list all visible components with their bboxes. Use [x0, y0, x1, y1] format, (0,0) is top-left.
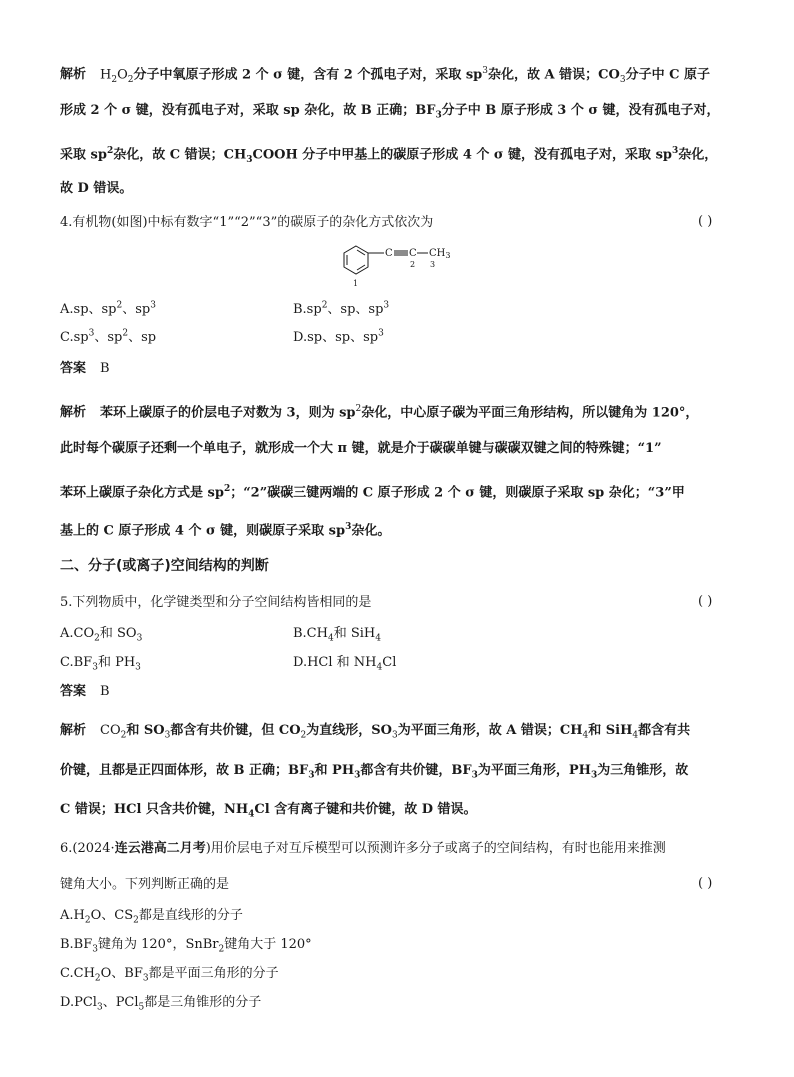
q4-option-a[interactable]: A.sp、$sp^2$、$sp^3$: [60, 300, 156, 317]
q5-answer-blank: ( ): [698, 594, 713, 609]
q6-option-d[interactable]: D.PCl$_3$、PCl$_5$都是三角锥形的分子: [60, 995, 262, 1013]
q4-answer-value: B: [100, 361, 110, 376]
carbon-2-label: C: [385, 248, 393, 259]
q5-answer: 答案 B: [60, 684, 110, 699]
q5-option-c[interactable]: $C.BF_3$和 $PH_3$: [60, 655, 141, 673]
q4-option-b[interactable]: $B.sp^2$、sp、$sp^3$: [293, 300, 390, 317]
q4-analysis-line-2: 此时每个碳原子还剩一个单电子，就形成一个大 π 键，就是介于碳碳单键与碳碳双键之间的特殊键；“1”: [60, 441, 662, 456]
q5-analysis-line-2: 价键，且都是正四面体形，故 B 正确；$BF_3$和 $PH_3$都含有共价键，$BF_3$为平面三角形，$PH_3$为三角锥形，故: [60, 763, 689, 781]
q6-option-c[interactable]: $C.CH_2O$、$BF_3$都是平面三角形的分子: [60, 966, 279, 984]
q6-option-a[interactable]: $A.H_2O$、$CS_2$都是直线形的分子: [60, 908, 243, 926]
methyl-label: $CH_3$: [429, 248, 451, 260]
number-2: 2: [410, 260, 416, 269]
q4-answer: [60, 360, 110, 378]
q5-option-d[interactable]: D.HCl 和 $NH_4Cl$: [293, 655, 397, 673]
q4-analysis-line-4: 基上的 C 原子形成 4 个 σ 键，则碳原子采取 $sp^3$杂化。: [60, 522, 391, 539]
q5-analysis-line-1: 解析 $CO_2$和 $SO_3$都含有共价键，但 $CO_2$为直线形，$SO_3$为平面三角形，故 A 错误；$CH_4$和 SiH$_4$都含有共: [60, 723, 691, 741]
q6-stem-line-2: 键角大小。下列判断正确的是: [60, 877, 230, 892]
q6-stem-line-1: 6.(2024·连云港高二月考)用价层电子对互斥模型可以预测许多分子或离子的空间结构，有时也能用来推测: [60, 841, 666, 856]
q6-option-b[interactable]: $B.BF_3$键角为 120°，SnBr$_2$键角大于 120°: [60, 937, 312, 955]
q5-answer-value: B: [100, 684, 110, 699]
q4-answer-blank: ( ): [698, 214, 713, 229]
q4-option-c[interactable]: $C.sp^3$、$sp^2$、sp: [60, 328, 157, 345]
q5-option-b[interactable]: $B.CH_4$和 SiH$_4$: [293, 626, 381, 644]
q4-molecule-diagram: [340, 240, 455, 290]
q3-analysis-line-1: 解析 $H_2O_2$分子中氧原子形成 2 个 σ 键，含有 2 个孤电子对，采取 $sp^3$杂化，故 A 错误；$CO_3$分子中 C 原子: [60, 66, 710, 85]
q4-stem: 4.有机物(如图)中标有数字“1”“2”“3”的碳原子的杂化方式依次为: [60, 215, 434, 230]
number-3: 3: [430, 260, 436, 269]
q4-option-d[interactable]: D.sp、sp、$sp^3$: [293, 328, 384, 345]
number-1: 1: [353, 279, 359, 288]
q5-stem: 5.下列物质中，化学键类型和分子空间结构皆相同的是: [60, 595, 372, 610]
carbon-3-label: C: [409, 248, 417, 259]
analysis-label: 解析: [60, 67, 87, 83]
answer-label: 答案: [60, 361, 87, 376]
q6-answer-blank: ( ): [698, 876, 713, 891]
q4-analysis-line-3: 苯环上碳原子杂化方式是 $sp^2$；“2”碳碳三键两端的 C 原子形成 2 个 σ 键，则碳原子采取 sp 杂化；“3”甲: [60, 484, 685, 501]
q3-analysis-line-4: 故 D 错误。: [60, 181, 133, 196]
section-heading: 二、分子(或离子)空间结构的判断: [60, 558, 269, 574]
q5-option-a[interactable]: $A.CO_2$和 $SO_3$: [60, 626, 143, 644]
q5-analysis-line-3: C 错误；HCl 只含共价键，$NH_4Cl$ 含有离子键和共价键，故 D 错误。: [60, 802, 477, 820]
q4-analysis-line-1: 解析 苯环上碳原子的价层电子对数为 3，则为 $sp^2$杂化，中心原子碳为平面三角形结构，所以键角为 120°，: [60, 404, 699, 421]
q3-analysis-line-2: 形成 2 个 σ 键，没有孤电子对，采取 sp 杂化，故 B 正确；$BF_3$分子中 B 原子形成 3 个 σ 键，没有孤电子对，: [60, 103, 720, 121]
q3-analysis-line-3: 采取 $sp^2$杂化，故 C 错误；$CH_3COOH$ 分子中甲基上的碳原子形成 4 个 σ 键，没有孤电子对，采取 $sp^3$杂化，: [60, 146, 718, 165]
